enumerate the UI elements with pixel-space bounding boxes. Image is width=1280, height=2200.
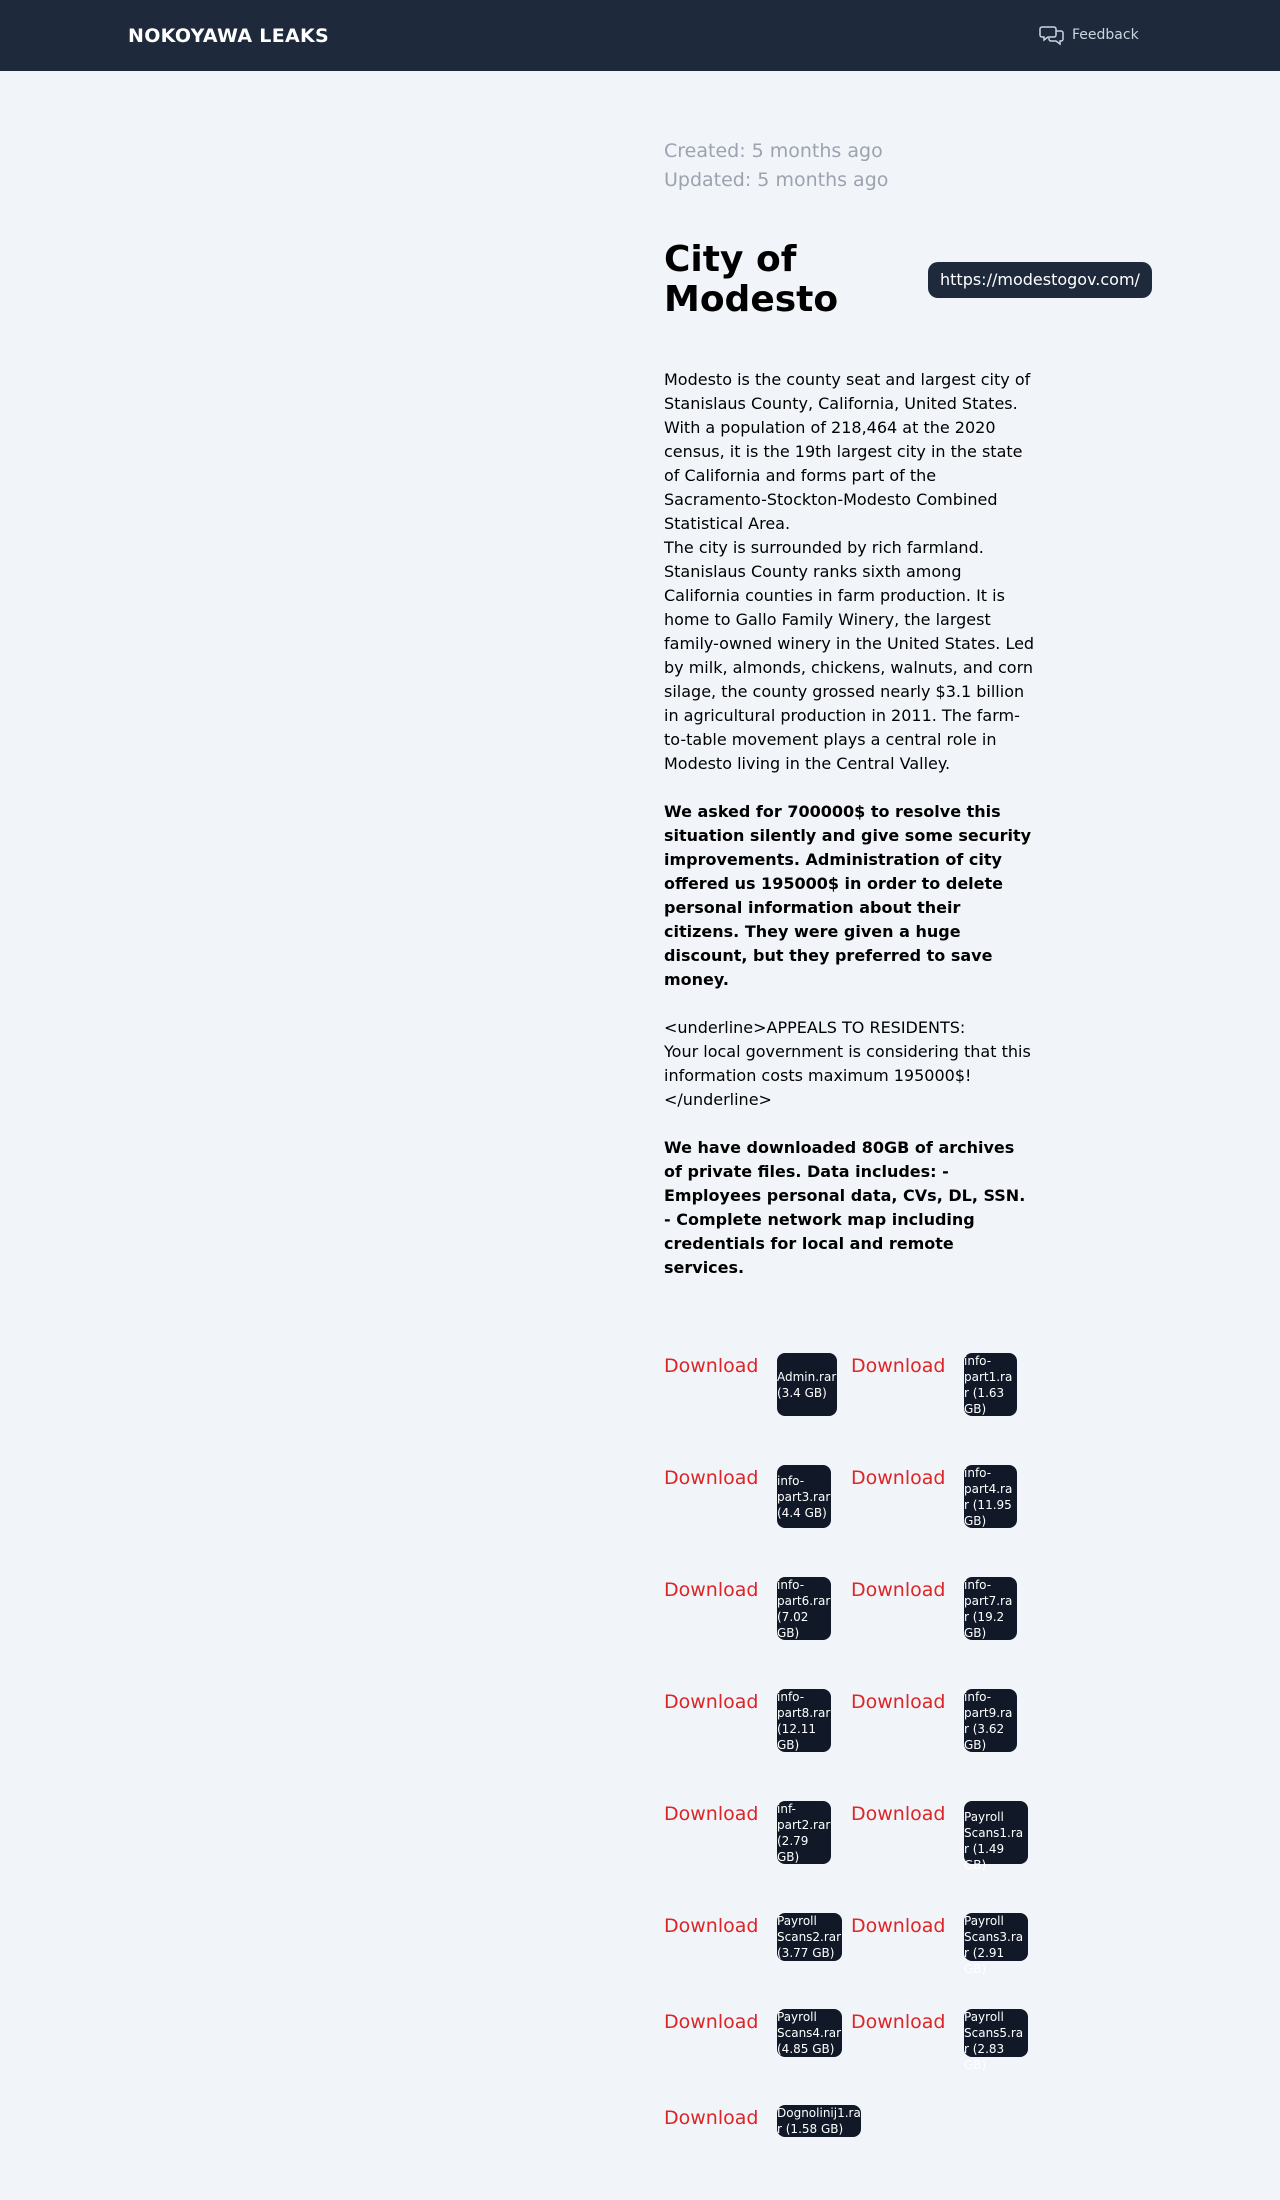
file-badge: info-part3.rar (4.4 GB)	[777, 1465, 831, 1528]
download-link[interactable]: Download	[851, 1579, 946, 1601]
ransom-statement: We asked for 700000$ to resolve this situation silently and give some security improvements. Administration of city offered us 195000$ in order to delete personal information about their citizens. They were given a huge discount, but they preferred to save money.	[664, 802, 1032, 989]
file-badge: Admin.rar (3.4 GB)	[777, 1353, 837, 1416]
top-navbar	[0, 0, 1280, 71]
download-link[interactable]: Download	[851, 2011, 946, 2033]
download-link[interactable]: Download	[664, 1915, 759, 1937]
file-badge: info-part9.rar (3.62 GB)	[964, 1689, 1017, 1752]
appeal-heading: <underline>APPEALS TO RESIDENTS:	[664, 1018, 966, 1037]
chat-bubbles-icon	[1039, 24, 1065, 46]
download-link[interactable]: Download	[851, 1467, 946, 1489]
download-link[interactable]: Download	[664, 1803, 759, 1825]
download-link[interactable]: Download	[664, 1355, 759, 1377]
file-badge: Payroll Scans2.rar (3.77 GB)	[777, 1914, 842, 1960]
download-link[interactable]: Download	[664, 1691, 759, 1713]
file-badge: Payroll Scans4.rar (4.85 GB)	[777, 2010, 842, 2056]
download-link[interactable]: Download	[664, 2011, 759, 2033]
appeal-closing: </underline>	[664, 1090, 772, 1109]
victim-title: City of Modesto	[664, 239, 839, 320]
download-link[interactable]: Download	[851, 1915, 946, 1937]
download-link[interactable]: Download	[664, 1579, 759, 1601]
data-summary: We have downloaded 80GB of archives of private files. Data includes: - Employees personal data, CVs, DL, SSN. - Complete network map including credentials for local and remote services.	[664, 1138, 1026, 1277]
file-badge: info-part4.rar (11.95 GB)	[964, 1465, 1017, 1528]
feedback-link[interactable]	[1039, 22, 1139, 48]
description	[664, 368, 1036, 1280]
description-paragraph: Modesto is the county seat and largest city of Stanislaus County, California, United States. With a population of 218,464 at the 2020 census, it is the 19th largest city in the state of California and forms part of the Sacramento-Stockton-Modesto Combined Statistical Area.	[664, 370, 1031, 533]
download-link[interactable]: Download	[851, 1803, 946, 1825]
file-badge: info-part8.rar (12.11 GB)	[777, 1690, 831, 1752]
download-link[interactable]: Download	[851, 1691, 946, 1713]
download-link[interactable]: Download	[664, 1467, 759, 1489]
file-badge: Dognolinij1.rar (1.58 GB)	[777, 2106, 861, 2136]
updated-date: Updated: 5 months ago	[664, 169, 889, 191]
file-badge: info-part7.rar (19.2 GB)	[964, 1577, 1017, 1640]
victim-url-badge[interactable]: https://modestogov.com/	[928, 262, 1152, 298]
download-link[interactable]: Download	[851, 1355, 946, 1377]
post-meta	[664, 137, 888, 195]
file-badge: inf-part2.rar (2.79 GB)	[777, 1802, 831, 1864]
file-badge: info-part6.rar (7.02 GB)	[777, 1578, 831, 1640]
created-date: Created: 5 months ago	[664, 140, 883, 162]
description-paragraph: The city is surrounded by rich farmland. Stanislaus County ranks sixth among California counties in farm production. It is home to Gallo Family Winery, the largest family-owned winery in the United States. Led by milk, almonds, chickens, walnuts, and corn silage, the county grossed nearly $3.1 billion in agricultural production in 2011. The farm-to-table movement plays a central role in Modesto living in the Central Valley.	[664, 538, 1035, 773]
site-brand[interactable]: NOKOYAWA LEAKS	[128, 25, 330, 47]
file-badge: Payroll Scans5.rar (2.83 GB)	[964, 2009, 1028, 2057]
appeal-text: Your local government is considering that this information costs maximum 195000$!	[664, 1042, 1031, 1085]
feedback-label: Feedback	[1072, 27, 1139, 43]
download-link[interactable]: Download	[664, 2107, 759, 2129]
file-badge: info-part1.rar (1.63 GB)	[964, 1353, 1017, 1416]
file-badge: Payroll Scans1.rar (1.49 GB)	[964, 1801, 1028, 1864]
file-badge: Payroll Scans3.rar (2.91 GB)	[964, 1913, 1028, 1961]
